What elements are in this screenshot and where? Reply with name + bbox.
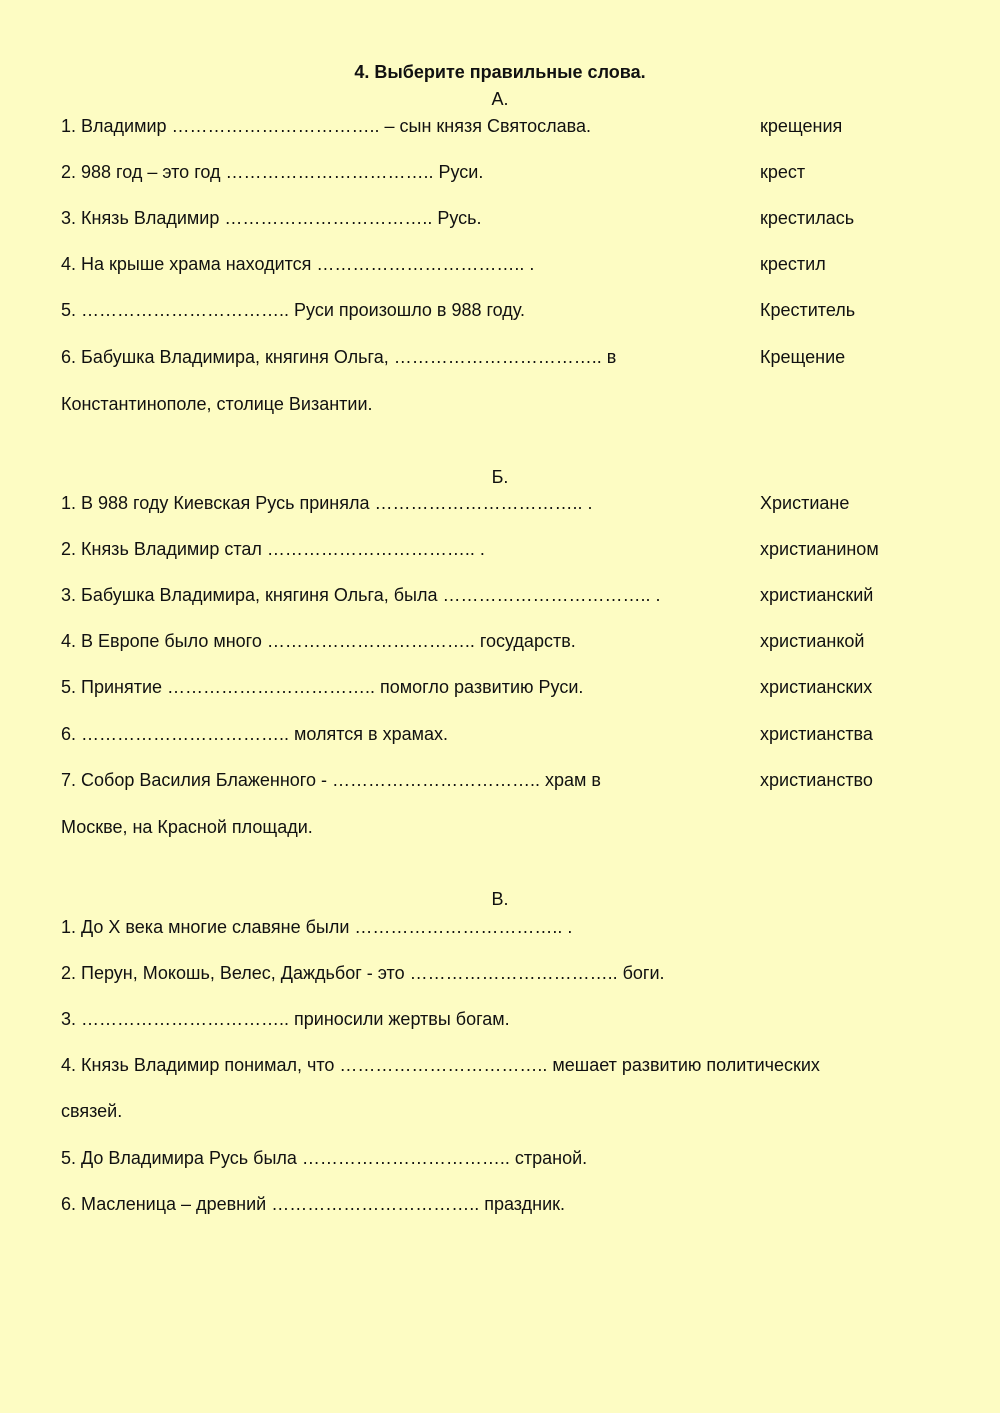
sentence: 4. На крыше храма находится …………………………….. . [61,254,535,274]
sentence: 3. Бабушка Владимира, княгиня Ольга, была …………………………….. . [61,585,661,605]
word-option: крещения [760,116,843,136]
word-option: крест [760,162,806,182]
sentence: 1. До X века многие славяне были …………………………….. . [61,917,573,937]
sentence: 3. …………………………….. приносили жертвы богам. [61,1009,510,1029]
word-option: Креститель [760,300,856,320]
exercise-title: 4. Выберите правильные слова. [354,62,646,82]
sentence: 2. Князь Владимир стал …………………………….. . [61,539,485,559]
section-v-label: В. [491,889,509,909]
sentence: 6. …………………………….. молятся в храмах. [61,724,449,744]
sentence: 5. До Владимира Русь была …………………………….. страной. [61,1148,588,1168]
section-a-label: А. [491,89,509,109]
sentence: 5. …………………………….. Руси произошло в 988 году. [61,300,526,320]
word-option: христианских [760,677,873,697]
word-option: Христиане [760,493,850,513]
sentence: 7. Собор Василия Блаженного - …………………………….. храм в [61,770,601,790]
word-option: крестил [760,254,826,274]
word-option: христианство [760,770,873,790]
sentence: 3. Князь Владимир …………………………….. Русь. [61,208,482,228]
word-option: Крещение [760,347,846,367]
word-option: крестилась [760,208,855,228]
sentence-continuation: Константинополе, столице Византии. [61,394,373,414]
word-option: христианином [760,539,879,559]
sentence: 1. Владимир …………………………….. – сын князя Святослава. [61,116,592,136]
sentence: 2. Перун, Мокошь, Велес, Даждьбог - это …………………………….. боги. [61,963,665,983]
sentence: 5. Принятие …………………………….. помогло развитию Руси. [61,677,584,697]
sentence: 4. В Европе было много …………………………….. государств. [61,631,576,651]
sentence-continuation: Москве, на Красной площади. [61,817,313,837]
word-option: христианства [760,724,873,744]
sentence: 4. Князь Владимир понимал, что …………………………….. мешает развитию политических [61,1055,820,1075]
sentence: 2. 988 год – это год …………………………….. Руси. [61,162,484,182]
word-option: христианский [760,585,874,605]
sentence: 6. Бабушка Владимира, княгиня Ольга, …………………………….. в [61,347,617,367]
section-b-label: Б. [491,467,509,487]
sentence: 1. В 988 году Киевская Русь приняла …………………………….. . [61,493,593,513]
sentence-continuation: связей. [61,1101,123,1121]
word-option: христианкой [760,631,865,651]
sentence: 6. Масленица – древний …………………………….. праздник. [61,1194,565,1214]
